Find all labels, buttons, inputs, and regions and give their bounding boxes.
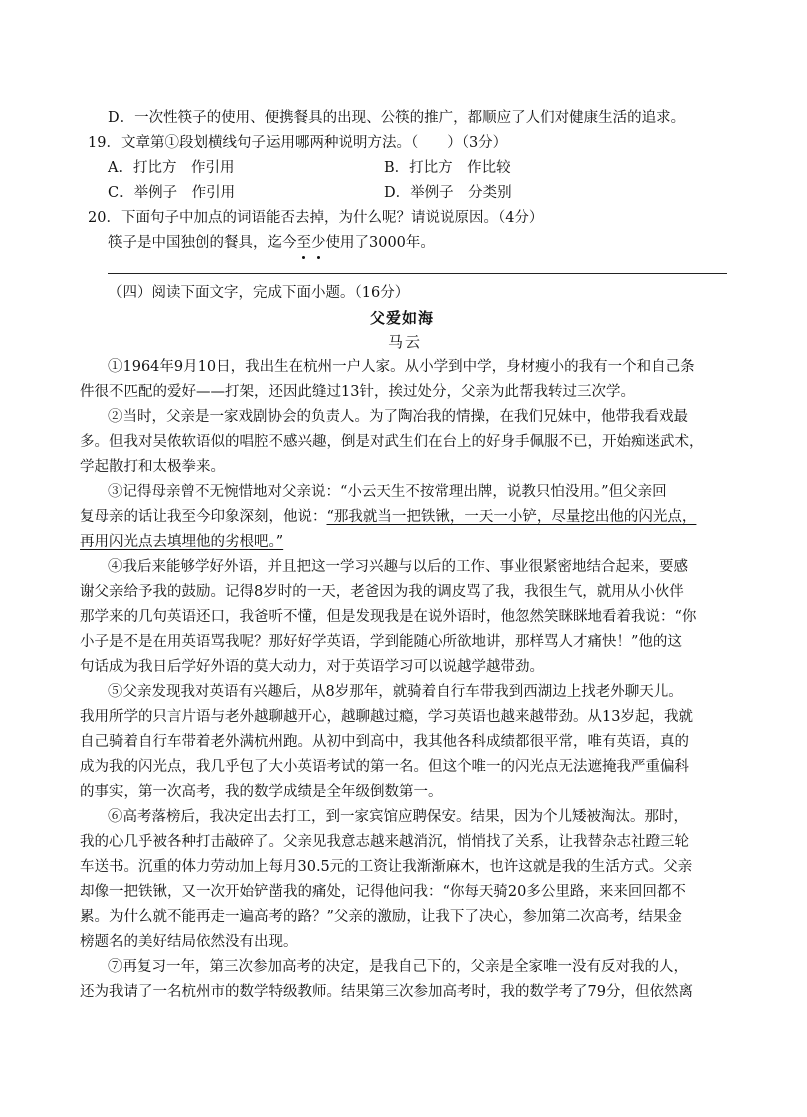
q20-sentence-after: 使用了3000年。 (325, 235, 435, 251)
passage-line: ②当时，父亲是一家戏剧协会的负责人。为了陶冶我的情操，在我们兄妹中，他带我看戏最 (108, 409, 688, 425)
q19-stem: 19．文章第①段划横线句子运用哪两种说明方法。（ ）（3分） (88, 135, 508, 151)
passage-line: ⑥高考落榜后，我决定出去打工，到一家宾馆应聘保安。结果，因为个儿矮被淘汰。那时， (108, 809, 688, 825)
underlined-sentence: 再用闪光点去填埋他的劣根吧。” (80, 534, 284, 550)
passage-line: 我的心几乎被各种打击敲碎了。父亲见我意志越来越消沉，悄悄找了关系，让我替杂志社蹬三轮 (80, 834, 689, 850)
passage-line: ⑦再复习一年，第三次参加高考的决定，是我自己下的，父亲是全家唯一没有反对我的人， (108, 959, 688, 975)
passage-line: 榜题名的美好结局依然没有出现。 (80, 934, 298, 950)
passage-line: ③记得母亲曾不无惋惜地对父亲说：“小云天生不按常理出牌，说教只怕没用。”但父亲回 (108, 484, 667, 500)
passage-line: 还为我请了一名杭州市的数学特级教师。结果第三次参加高考时，我的数学考了79分，但依然离 (80, 984, 693, 1000)
passage-line: 谢父亲给予我的鼓励。记得8岁时的一天，老爸因为我的调皮骂了我，我很生气，就用从小伙伴 (80, 584, 684, 600)
passage-line: 多。但我对吴侬软语似的唱腔不感兴趣，倒是对武生们在台上的好身手佩服不已，开始痴迷武术， (80, 434, 704, 450)
passage-line: 那学来的几句英语还口，我爸听不懂，但是发现我是在说外语时，他忽然笑眯眯地看着我说：“你 (80, 609, 697, 625)
emphasis-dot (302, 256, 305, 259)
passage-line: 学起散打和太极拳来。 (80, 459, 225, 475)
passage-line: ④我后来能够学好外语，并且把这一学习兴趣与以后的工作、事业很紧密地结合起来，要感 (108, 559, 688, 575)
passage-line: 自己骑着自行车带着老外满杭州跑。从初中到高中，我其他各科成绩都很平常，唯有英语，真的 (80, 734, 689, 750)
q19-option-d: D．举例子 分类别 (384, 185, 512, 201)
passage-line (80, 507, 696, 527)
answer-line (108, 273, 727, 274)
q18-option-d: D．一次性筷子的使用、便携餐具的出现、公筷的推广，都顺应了人们对健康生活的追求。 (108, 110, 686, 126)
q19-option-b: B．打比方 作比较 (384, 160, 511, 176)
passage-line: 小子是不是在用英语骂我呢？那好好学英语，学到能随心所欲地讲，那样骂人才痛快！”他的这 (80, 634, 682, 650)
passage-line: 件很不匹配的爱好——打架，还因此缝过13针，挨过处分，父亲为此帮我转过三次学。 (80, 384, 635, 400)
passage-text: 复母亲的话让我至今印象深刻，他说： (80, 509, 327, 525)
passage-title: 父爱如海 (370, 309, 435, 327)
dotted-char-2: 少 (311, 233, 326, 253)
q19-option-a: A．打比方 作引用 (108, 160, 235, 176)
passage-author: 马云 (388, 333, 423, 351)
passage-line: 句话成为我日后学好外语的莫大动力，对于英语学习可以说越学越带劲。 (80, 659, 544, 675)
passage-line: 车送书。沉重的体力劳动加上每月30.5元的工资让我渐渐麻木，也许这就是我的生活方式。父亲 (80, 859, 693, 875)
dotted-char-1: 至 (297, 233, 312, 253)
emphasis-dot (317, 256, 320, 259)
q20-sentence (108, 233, 435, 253)
passage-line: ⑤父亲发现我对英语有兴趣后，从8岁那年，就骑着自行车带我到西湖边上找老外聊天儿。 (108, 684, 683, 700)
passage-line (80, 532, 283, 552)
q20-sentence-before: 筷子是中国独创的餐具，迄今 (108, 235, 297, 251)
passage-line: 的事实，第一次高考，我的数学成绩是全年级倒数第一。 (80, 784, 443, 800)
section4-intro: （四）阅读下面文字，完成下面小题。（16分） (108, 285, 410, 301)
q19-option-c: C．举例子 作引用 (108, 185, 236, 201)
passage-line: 累。为什么就不能再走一遍高考的路？”父亲的激励，让我下了决心，参加第二次高考，结果金 (80, 909, 682, 925)
passage-line: 我用所学的只言片语与老外越聊越开心，越聊越过瘾，学习英语也越来越带劲。从13岁起，我就 (80, 709, 693, 725)
passage-line: 成为我的闪光点，我几乎包了大小英语考试的第一名。但这个唯一的闪光点无法遮掩我严重偏科 (80, 759, 689, 775)
underlined-sentence: “那我就当一把铁锹，一天一小铲，尽量挖出他的闪光点， (326, 509, 697, 525)
passage-line: ①1964年9月10日，我出生在杭州一户人家。从小学到中学，身材瘦小的我有一个和自己条 (108, 359, 695, 375)
q20-stem: 20．下面句子中加点的词语能否去掉，为什么呢？请说说原因。（4分） (88, 210, 544, 226)
passage-line: 却像一把铁锹，又一次开始铲凿我的痛处，记得他问我：“你每天骑20多公里路，来来回回都不 (80, 884, 686, 900)
